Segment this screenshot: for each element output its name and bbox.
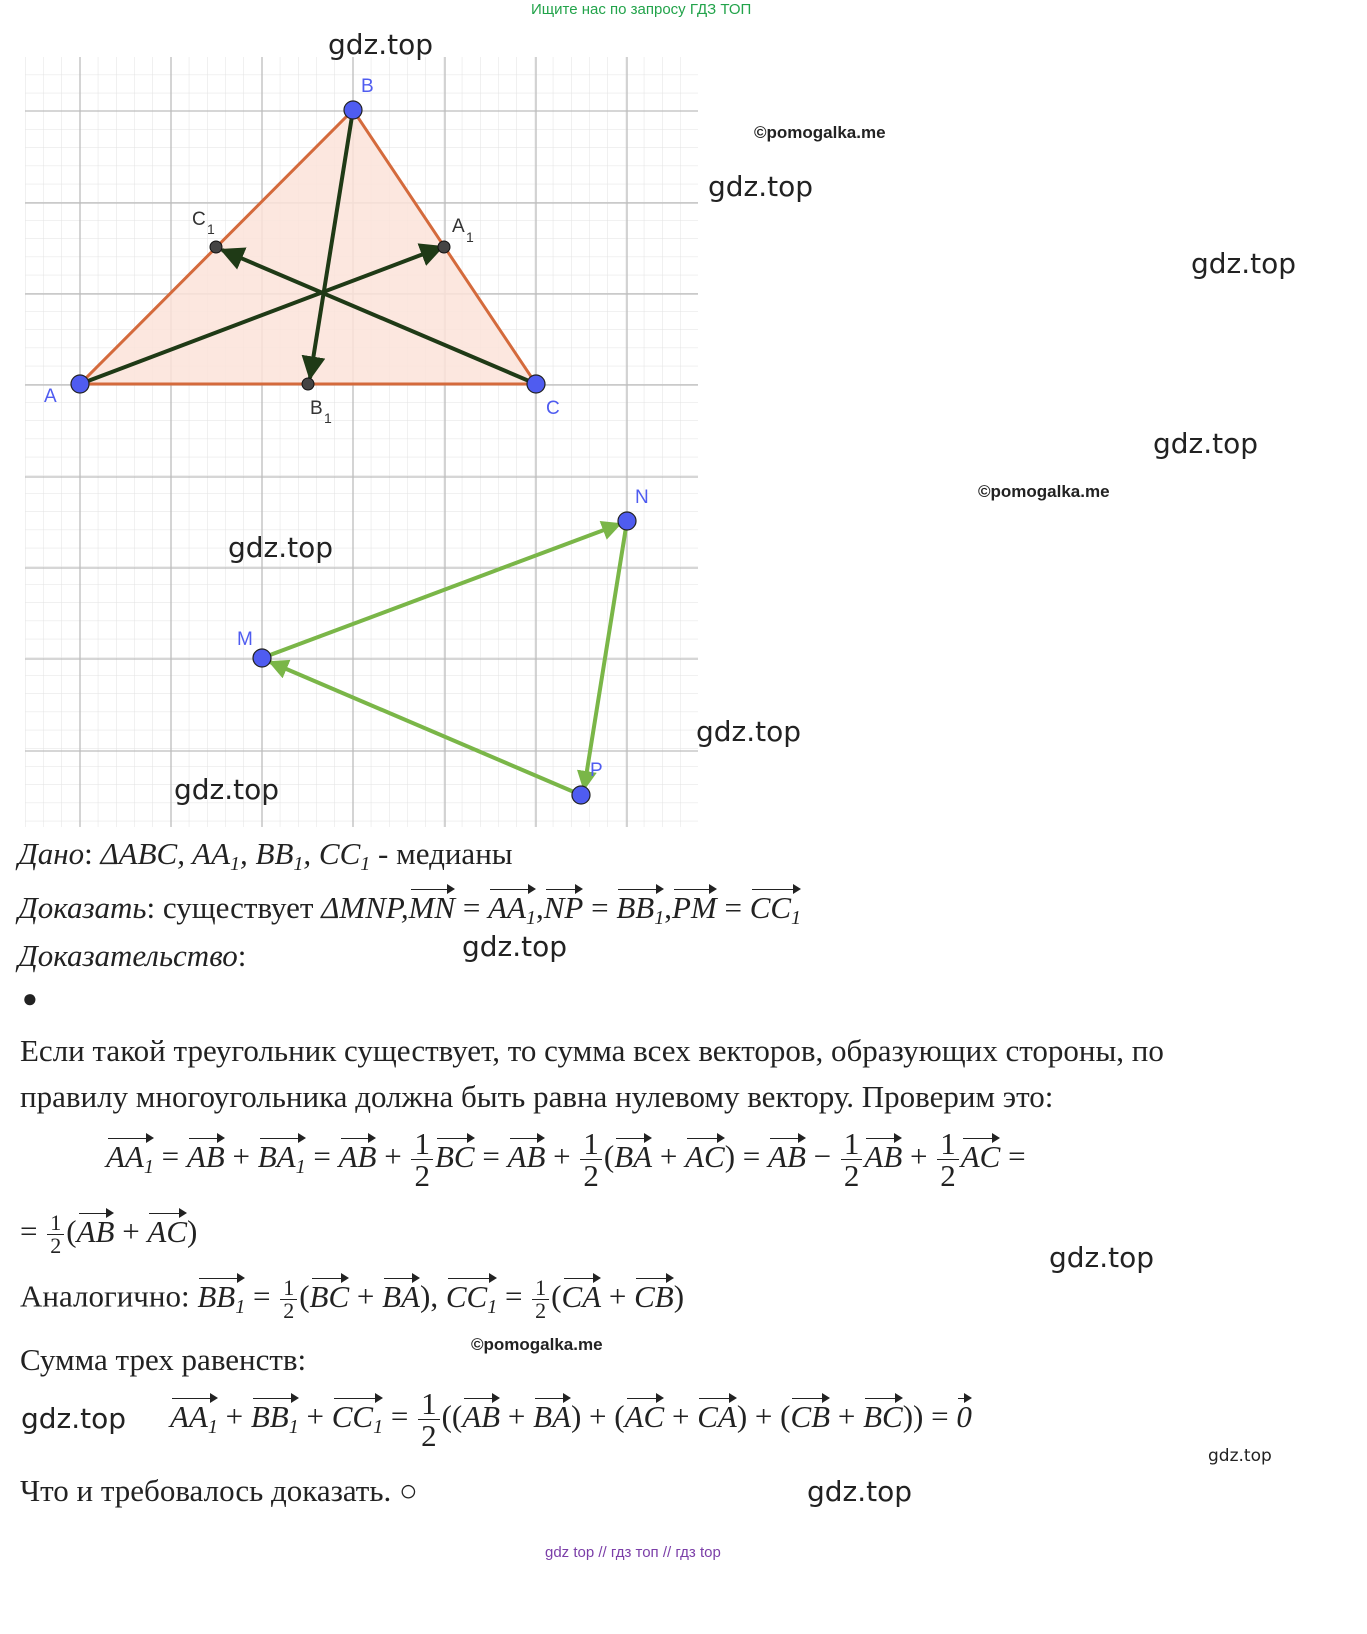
prove-line: Доказать: существует $\Delta MNP,MN = AA_1,NP = BB_1,PM = CC_1$	[18, 890, 802, 929]
footer-links	[545, 1544, 721, 1561]
equation-aa1: $AA_1$ = AB + $BA_1$ = AB + $\frac{1}{2}$ BC = AB + $\frac{1}{2}$ (BA + AC) = AB − $\frac{1}{2}$ AB + $\frac{1}{2}$ AC =	[106, 1126, 1026, 1193]
proof-label: Доказательство	[18, 938, 238, 973]
label-c1-sub: 1	[207, 221, 215, 237]
watermark-gdz: gdz.top	[174, 773, 280, 806]
label-n: N	[635, 487, 649, 508]
label-c: C	[546, 398, 560, 419]
watermark-gdz: gdz.top	[1191, 247, 1297, 280]
point-b1	[302, 378, 314, 390]
footer-link[interactable]: gdz top	[545, 1544, 595, 1561]
given-label: Дано	[18, 836, 85, 871]
footer-link[interactable]: гдз топ	[610, 1544, 659, 1561]
watermark-gdz-small: gdz.top	[1208, 1446, 1272, 1466]
footer-separator: //	[662, 1544, 672, 1561]
label-b1: B	[310, 398, 323, 419]
point-a	[71, 375, 89, 393]
watermark-gdz: gdz.top	[462, 930, 568, 963]
point-b	[344, 101, 362, 119]
point-a1	[438, 241, 450, 253]
watermark-gdz: gdz.top	[1049, 1241, 1155, 1274]
equation-sum: $AA_1 + BB_1 + CC_1$ = $\frac{1}{2}$ ((AB + BA) + (AC + CA) + (CB + BC)) = 0	[170, 1386, 972, 1453]
equation-aa1-cont: = $\frac{1}{2}$ (AB + AC)	[20, 1210, 198, 1258]
footer-separator: //	[598, 1544, 607, 1561]
bullet: ●	[22, 984, 38, 1013]
label-b1-sub: 1	[324, 410, 332, 426]
given-tail: - медианы	[378, 836, 513, 871]
watermark-gdz: gdz.top	[21, 1402, 127, 1435]
point-p	[572, 786, 590, 804]
label-p: P	[590, 760, 603, 781]
footer-link[interactable]: гдз top	[675, 1544, 721, 1561]
label-a1: A	[452, 216, 465, 237]
point-c1	[210, 241, 222, 253]
watermark-gdz: gdz.top	[807, 1475, 913, 1508]
point-c	[527, 375, 545, 393]
conclusion: Что и требовалось доказать. ○	[20, 1473, 418, 1508]
watermark-gdz: gdz.top	[696, 715, 802, 748]
watermark-gdz: gdz.top	[1153, 427, 1259, 460]
label-a: A	[44, 386, 57, 407]
point-m	[253, 649, 271, 667]
given-line: Дано: ΔABC, $AA_1$, $BB_1$, $CC_1$ - медианы	[18, 836, 513, 875]
watermark-gdz: gdz.top	[708, 170, 814, 203]
watermark-pomogalka: ©pomogalka.me	[471, 1335, 603, 1354]
sum-label: Сумма трех равенств:	[20, 1342, 307, 1377]
prove-intro: : существует	[146, 890, 322, 925]
watermark-gdz: gdz.top	[228, 531, 334, 564]
watermark-gdz: gdz.top	[328, 28, 434, 61]
label-c1: C	[192, 209, 206, 230]
label-b: B	[361, 76, 374, 97]
watermark-pomogalka: ©pomogalka.me	[754, 123, 886, 142]
label-a1-sub: 1	[466, 229, 474, 245]
geometry-figure	[0, 0, 720, 840]
similarly-label: Аналогично:	[20, 1278, 190, 1314]
prove-label: Доказать	[18, 890, 147, 925]
paragraph-line-1: Если такой треугольник существует, то сумма всех векторов, образующих стороны, по	[20, 1033, 1164, 1068]
similarly-line: Аналогично: $BB_1$ = $\frac{1}{2}$ (BC + BA), $CC_1$ = $\frac{1}{2}$ (CA + CB)	[20, 1275, 685, 1323]
search-hint: Ищите нас по запросу ГДЗ ТОП	[531, 1, 752, 18]
watermark-pomogalka: ©pomogalka.me	[978, 482, 1110, 501]
label-m: M	[237, 629, 253, 650]
point-n	[618, 512, 636, 530]
proof-line: Доказательство:	[18, 938, 247, 973]
paragraph-line-2: правилу многоугольника должна быть равна нулевому вектору. Проверим это:	[20, 1079, 1054, 1114]
